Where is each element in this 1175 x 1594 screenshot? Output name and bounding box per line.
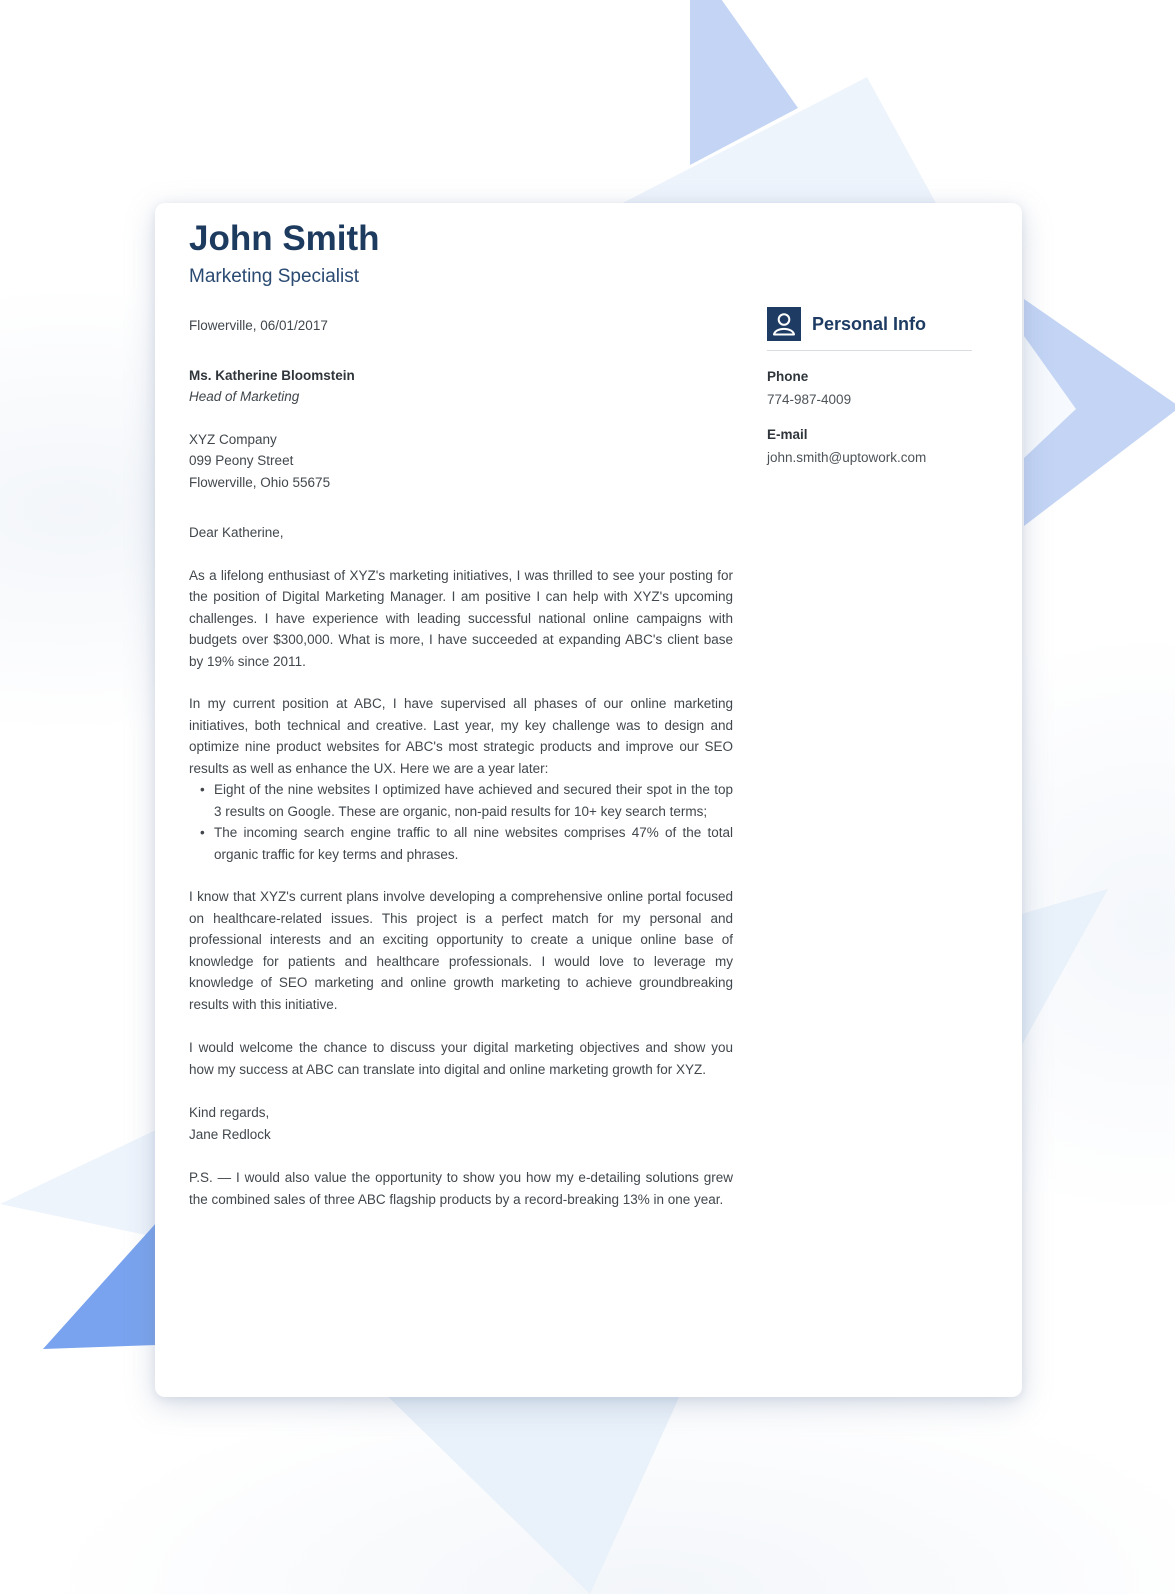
person-icon xyxy=(767,307,801,341)
paragraph-1: As a lifelong enthusiast of XYZ's marketing initiatives, I was thrilled to see your posting for the position of Digital Marketing Manager. I am positive I can help with XYZ's upcoming challenges. I have experience with leading successful national online campaigns with budgets over $300,000. What is more, I have succeeded at expanding ABC's client base by 19% since 2011. xyxy=(189,567,733,669)
salutation: Dear Katherine, xyxy=(189,525,284,540)
letter-job-title: Marketing Specialist xyxy=(189,266,360,287)
address-line-2: Flowerville, Ohio 55675 xyxy=(189,474,331,490)
bg-triangle-left-light xyxy=(0,1128,160,1238)
bullet-list xyxy=(189,779,733,865)
bg-triangle-right-small xyxy=(1018,889,1108,1052)
bullet-item: • The incoming search engine traffic to all nine websites comprises 47% of the total organic traffic for key terms and phrases. xyxy=(189,822,733,865)
paragraph-4: I would welcome the chance to discuss your digital marketing objectives and show you how my success at ABC can translate into digital and online marketing growth for XYZ. xyxy=(189,1040,733,1077)
letter-name: John Smith xyxy=(189,219,380,258)
paragraph-2: In my current position at ABC, I have supervised all phases of our online marketing initiatives, both technical and creative. Last year, my key challenge was to design and optimize nine product websites for ABC's most strategic products and improve our SEO results as well as enhance the UX. Here we are a year later: xyxy=(189,696,733,776)
recipient-block xyxy=(189,365,733,408)
recipient-title: Head of Marketing xyxy=(189,389,300,404)
bg-triangle-left-strong xyxy=(43,1222,157,1349)
personal-info-header xyxy=(767,307,972,341)
sidebar-divider xyxy=(767,350,972,351)
personal-info-sidebar xyxy=(767,307,972,467)
paragraph-3: I know that XYZ's current plans involve developing a comprehensive online portal focused on healthcare-related issues. This project is a perfect match for my personal and professional interests and an exciting opportunity to create a unique online base of knowledge for patients and healthcare professionals. I would love to leverage my knowledge of SEO marketing and online growth marketing to achieve groundbreaking results with this initiative. xyxy=(189,889,733,1012)
letter-body-column xyxy=(189,218,733,1210)
closing-block xyxy=(189,1102,733,1145)
personal-info-title: Personal Info xyxy=(812,314,927,334)
company-name: XYZ Company xyxy=(189,431,277,447)
address-block xyxy=(189,429,733,494)
phone-label: Phone xyxy=(767,369,809,384)
signature: Jane Redlock xyxy=(189,1126,271,1142)
address-line-1: 099 Peony Street xyxy=(189,453,294,468)
postscript: P.S. — I would also value the opportunity to show you how my e-detailing solutions grew the combined sales of three ABC flagship products by a record-breaking 13% in one year. xyxy=(189,1170,733,1207)
closing: Kind regards, xyxy=(189,1105,270,1120)
recipient-name: Ms. Katherine Bloomstein xyxy=(189,367,355,383)
bullet-item: • Eight of the nine websites I optimized have achieved and secured their spot in the top 3 results on Google. These are organic, non-paid results for 10+ key search terms; xyxy=(189,779,733,822)
phone-value: 774-987-4009 xyxy=(767,392,852,407)
date-line: Flowerville, 06/01/2017 xyxy=(189,318,328,333)
email-value: john.smith@uptowork.com xyxy=(767,450,927,465)
email-label: E-mail xyxy=(767,427,808,442)
cover-letter-page xyxy=(155,203,1022,1397)
